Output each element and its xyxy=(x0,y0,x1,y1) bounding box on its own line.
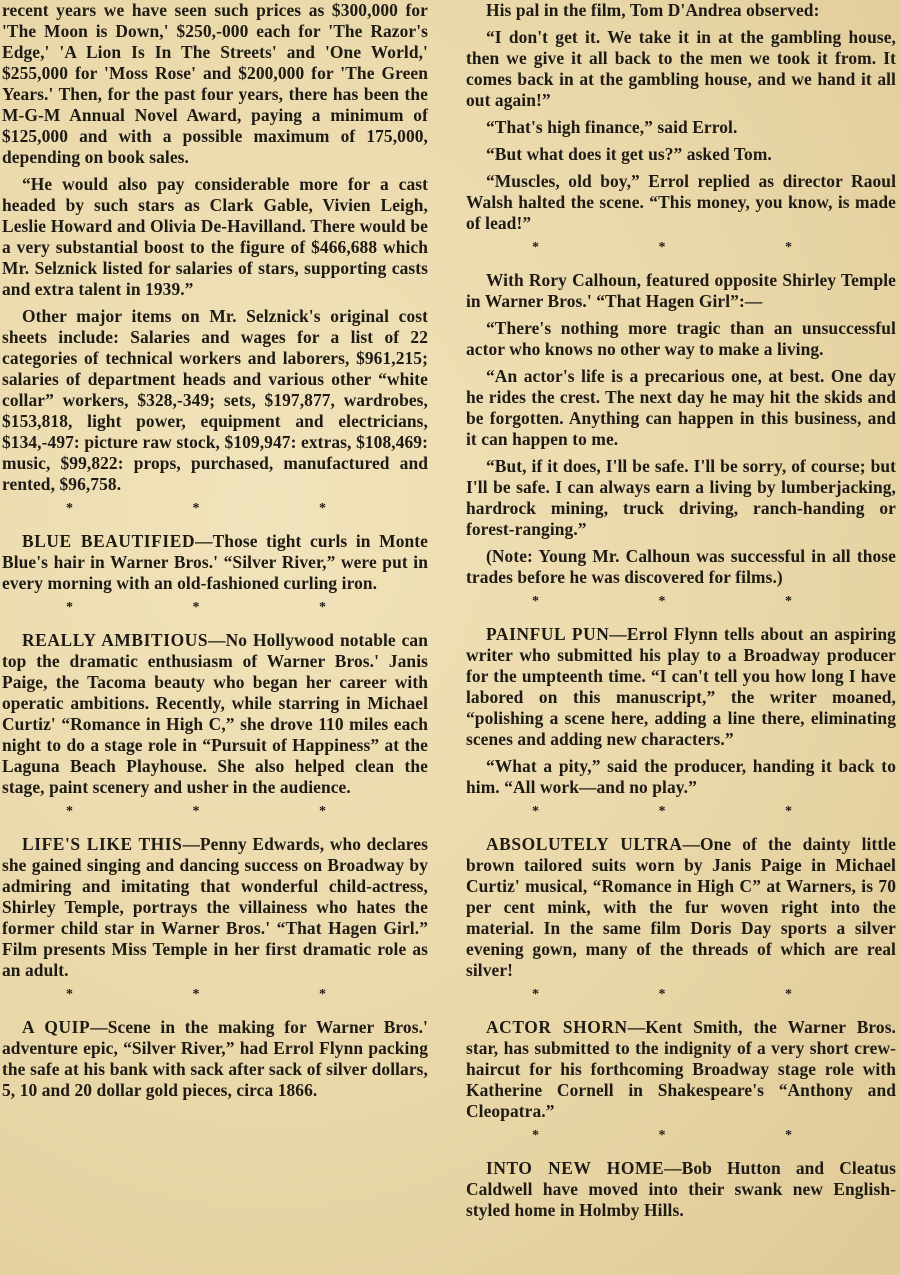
section-divider: * * * xyxy=(532,804,850,819)
item-body: —Bob Hutton and Cleatus Caldwell have moved into their swank new English-styled home in Holmby Hills. xyxy=(466,1158,896,1220)
item-body: —Penny Edwards, who declares she gained singing and dancing success on Broadway by admiring and imitating that wonderful child-actress, Shirley Temple, portrays the villainess who hates the former child star in Warner Bros.' “That Hagen Girl.” Film presents Miss Temple in her first dramatic role as an adult. xyxy=(2,834,428,980)
item-headline: PAINFUL PUN xyxy=(486,624,610,644)
paragraph: “He would also pay considerable more for a cast headed by such stars as Clark Gable, Vivien Leigh, Leslie Howard and Olivia De-Havilland. There would be a very substantial boost to the figure of $466,688 which Mr. Selznick listed for salaries of stars, supporting casts and extra talent in 1939.” xyxy=(2,174,428,299)
section-divider: * * * xyxy=(532,1128,850,1143)
section-divider: * * * xyxy=(66,804,384,819)
paragraph: “That's high finance,” said Errol. xyxy=(486,117,738,137)
section-divider: * * * xyxy=(66,501,384,516)
paragraph: (Note: Young Mr. Calhoun was successful in all those trades before he was discovered for films.) xyxy=(466,546,896,587)
right-column xyxy=(466,0,896,1227)
news-item xyxy=(466,1158,896,1221)
section-divider: * * * xyxy=(66,987,384,1002)
section-divider: * * * xyxy=(532,594,850,609)
item-body: —No Hollywood notable can top the dramatic enthusiasm of Warner Bros.' Janis Paige, the Tacoma beauty who began her career with operatic ambitions. Recently, while starring in Michael Curtiz' “Romance in High C,” she drove 110 miles each night to do a stage role in “Pursuit of Happiness” at the Laguna Beach Playhouse. She also helped clean the stage, paint scenery and usher in the audience. xyxy=(2,630,428,797)
item-headline: INTO NEW HOME xyxy=(486,1158,665,1178)
news-item xyxy=(466,624,896,750)
paragraph: “But what does it get us?” asked Tom. xyxy=(486,144,772,164)
news-item xyxy=(466,1017,896,1122)
news-item xyxy=(2,630,428,798)
section-divider: * * * xyxy=(66,600,384,615)
news-item xyxy=(2,1017,428,1101)
paragraph: Other major items on Mr. Selznick's original cost sheets include: Salaries and wages for a list of 22 categories of technical workers and laborers, $961,215; salaries of department heads and various other “white collar” workers, $328,-349; sets, $197,877, wardrobes, $153,818, light power, equipment and electricians, $134,-497: picture raw stock, $109,947: extras, $108,469: music, $99,822: props, purchased, manufactured and rented, $96,758. xyxy=(2,306,428,494)
item-body: —Kent Smith, the Warner Bros. star, has submitted to the indignity of a very short crew-haircut for his forthcoming Broadway stage role with Katherine Cornell in Shakespeare's “Anthony and Cleopatra.” xyxy=(466,1017,897,1121)
section-divider: * * * xyxy=(532,987,850,1002)
paragraph: His pal in the film, Tom D'Andrea observed: xyxy=(486,0,820,20)
paragraph: “An actor's life is a precarious one, at best. One day he rides the crest. The next day he may hit the skids and be forgotten. Anything can happen in this business, and it can happen to me. xyxy=(466,366,896,449)
paragraph: “But, if it does, I'll be safe. I'll be sorry, of course; but I'll be safe. I can always earn a living by lumberjacking, hardrock mining, truck driving, ranch-handing or forest-ranging.” xyxy=(466,456,896,539)
item-body: —Errol Flynn tells about an aspiring writer who submitted his play to a Broadway producer for the umpteenth time. “I can't tell you how long I have labored on this manuscript,” the writer moaned, “polishing a scene here, adding a line there, eliminating scenes and adding new characters.” xyxy=(466,624,896,749)
paragraph: recent years we have seen such prices as $300,000 for 'The Moon is Down,' $250,-000 each for 'The Razor's Edge,' 'A Lion Is In The Streets' and 'One World,' $255,000 for 'Moss Rose' and $200,000 for 'The Green Years.' Then, for the past four years, there has been the M-G-M Annual Novel Award, paying a minimum of $125,000 and with a possible maximum of 175,000, depending on book sales. xyxy=(2,0,428,167)
item-body: —One of the dainty little brown tailored suits worn by Janis Paige in Michael Curtiz' musical, “Romance in High C” at Warners, is 70 per cent mink, with the fur woven right into the material. In the same film Doris Day sports a silver evening gown, many of the threads of which are real silver! xyxy=(466,834,896,980)
item-headline: A QUIP xyxy=(22,1017,91,1037)
item-body: —Those tight curls in Monte Blue's hair in Warner Bros.' “Silver River,” were put in every morning with an old-fashioned curling iron. xyxy=(2,531,428,593)
paragraph: “I don't get it. We take it in at the gambling house, then we give it all back to the men we took it from. It comes back in at the gambling house, and we hand it all out again!” xyxy=(466,27,896,110)
news-item xyxy=(2,834,428,981)
item-body: —Scene in the making for Warner Bros.' adventure epic, “Silver River,” had Errol Flynn packing the safe at his bank with sack after sack of silver dollars, 5, 10 and 20 dollar gold pieces, circa 1866. xyxy=(2,1017,428,1100)
paragraph: “Muscles, old boy,” Errol replied as director Raoul Walsh halted the scene. “This money, you know, is made of lead!” xyxy=(466,171,896,233)
item-headline: ABSOLUTELY ULTRA xyxy=(486,834,683,854)
paragraph: “There's nothing more tragic than an unsuccessful actor who knows no other way to make a living. xyxy=(466,318,896,359)
news-item xyxy=(2,531,428,594)
paragraph: With Rory Calhoun, featured opposite Shirley Temple in Warner Bros.' “That Hagen Girl”:— xyxy=(466,270,896,311)
left-column xyxy=(2,0,428,1107)
item-headline: BLUE BEAUTIFIED xyxy=(22,531,196,551)
item-headline: LIFE'S LIKE THIS xyxy=(22,834,183,854)
section-divider: * * * xyxy=(532,240,850,255)
item-headline: REALLY AMBITIOUS xyxy=(22,630,209,650)
paragraph: “What a pity,” said the producer, handing it back to him. “All work—and no play.” xyxy=(466,756,896,797)
item-headline: ACTOR SHORN xyxy=(486,1017,628,1037)
news-item xyxy=(466,834,896,981)
